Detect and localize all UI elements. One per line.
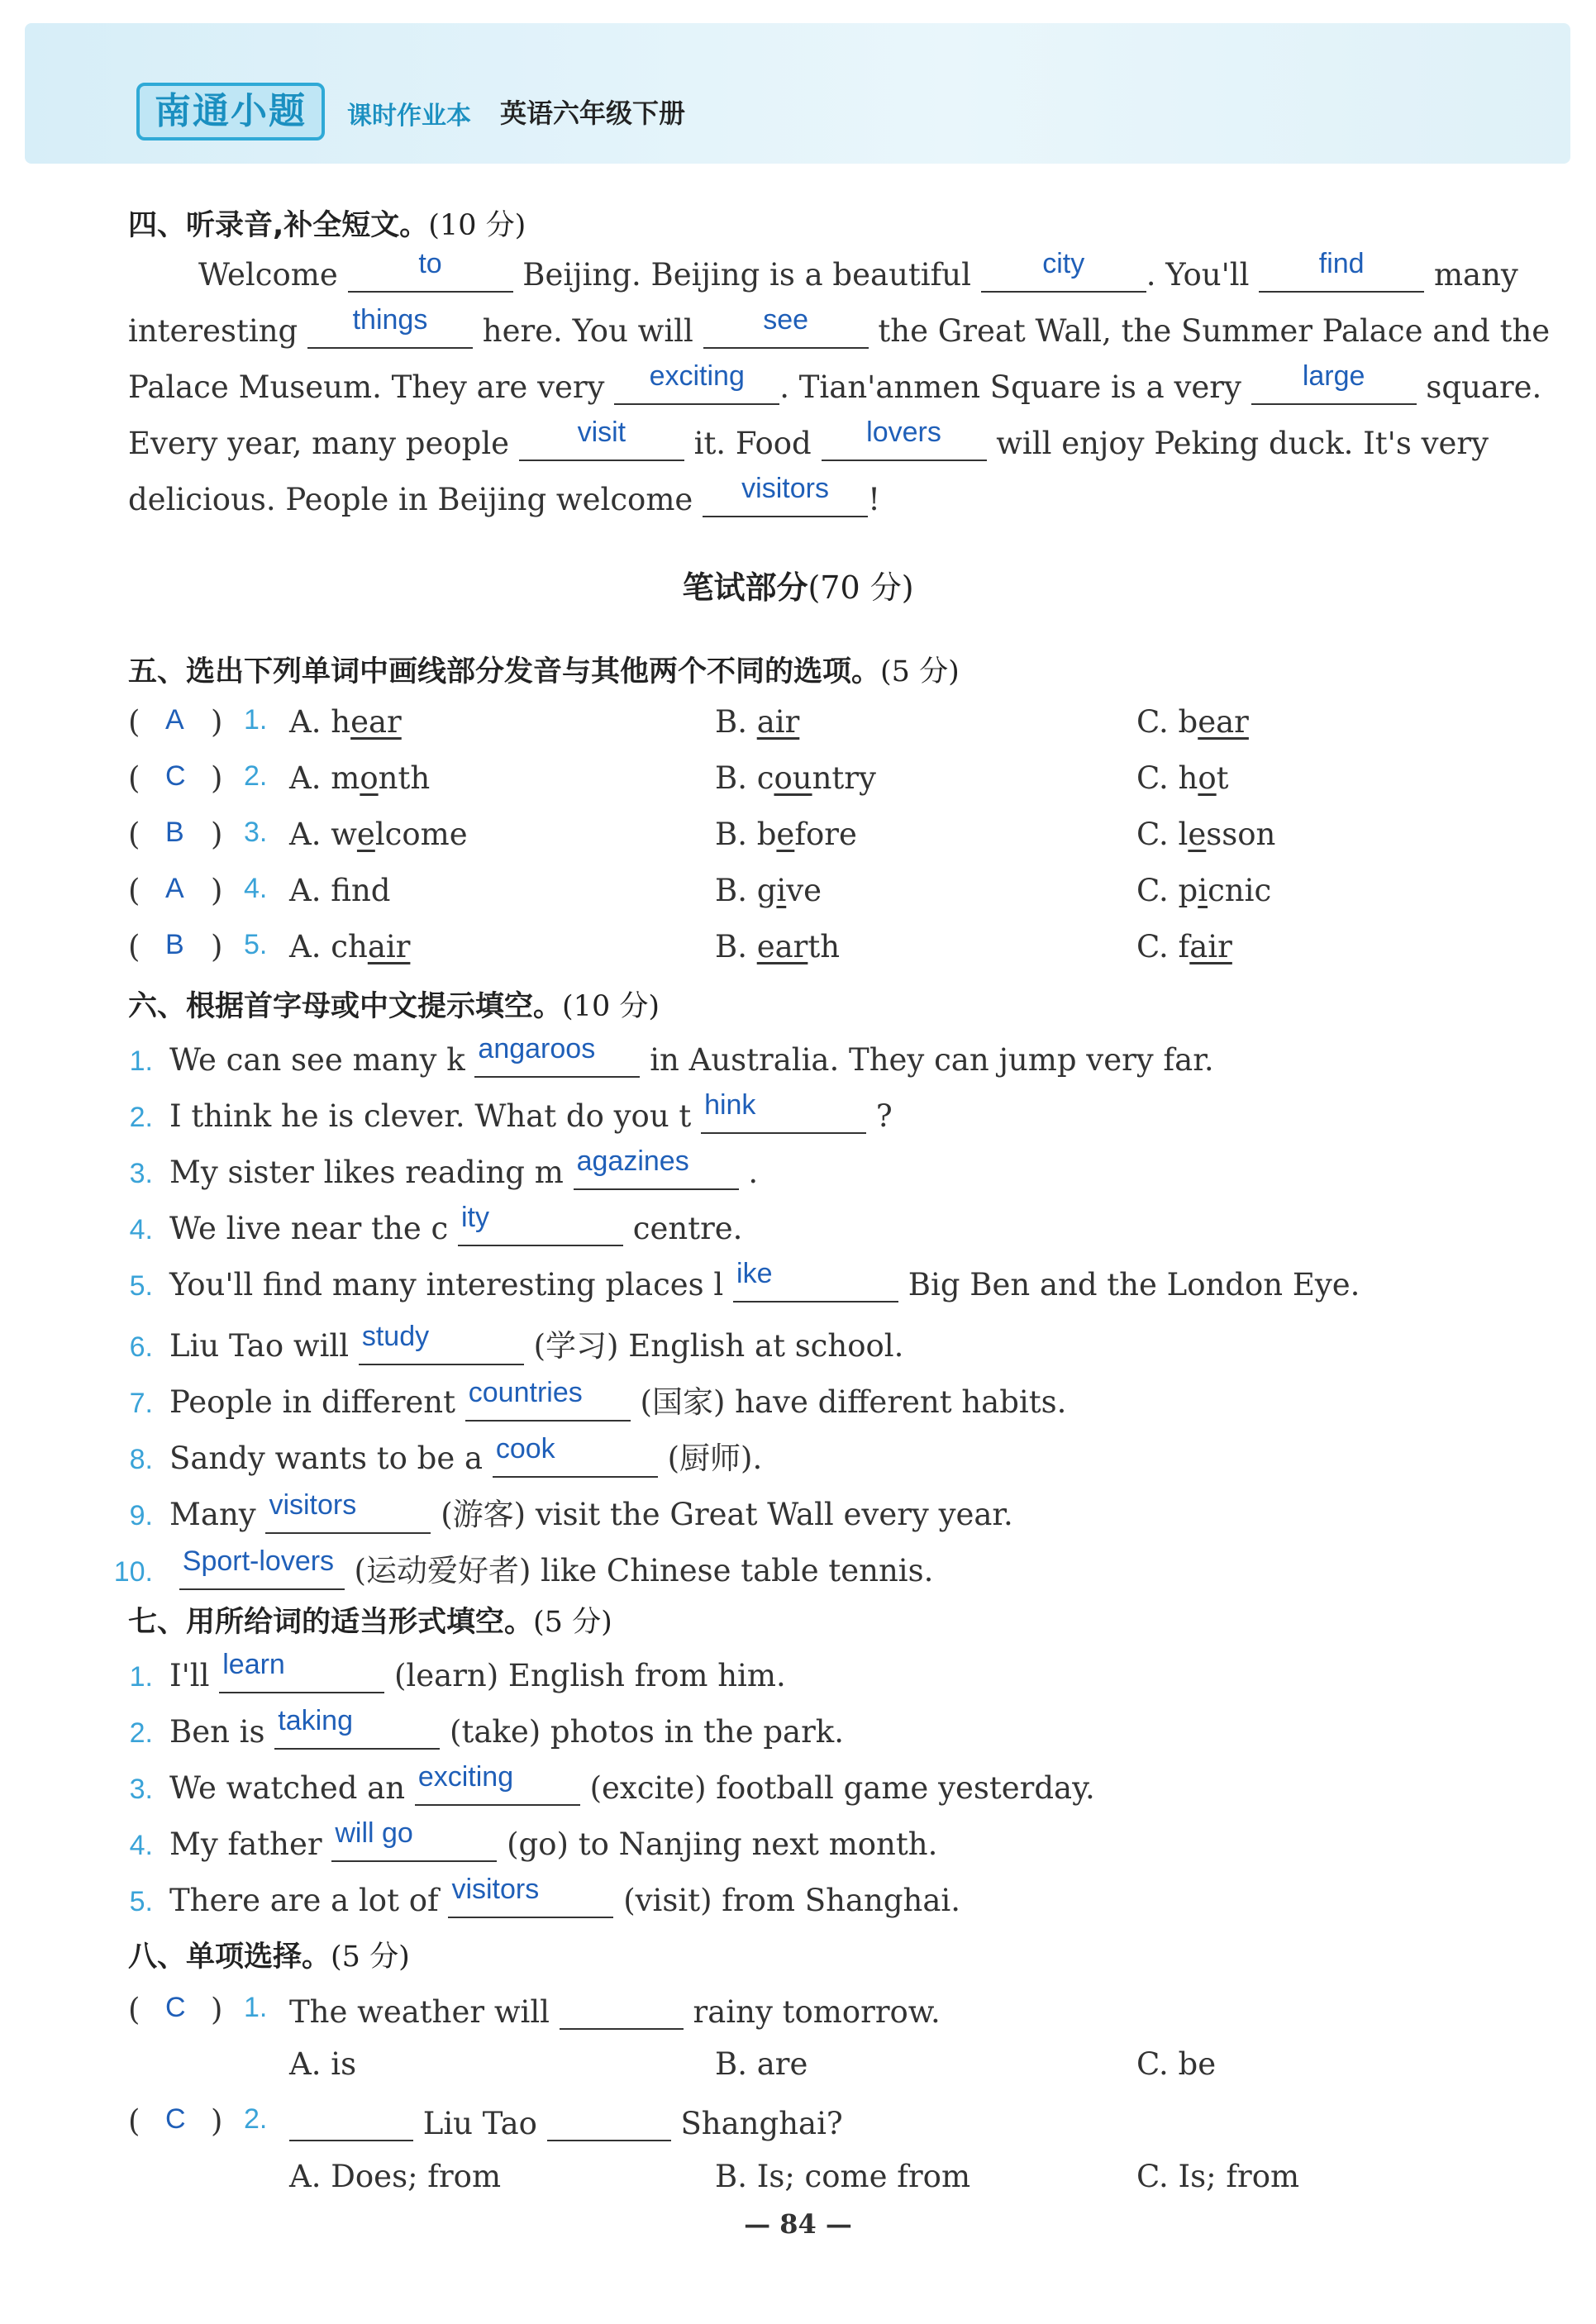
fill-item [95, 1874, 961, 1918]
question-text: We can see many k [169, 1042, 465, 1078]
question-text: People in different [169, 1384, 455, 1420]
option-a[interactable]: A. welcome [289, 817, 468, 852]
answer-choice[interactable]: A [165, 704, 184, 736]
answer-choice[interactable]: C [165, 1992, 186, 2023]
paren-open: ( [128, 873, 141, 908]
question-number: 1. [244, 1992, 268, 2023]
fill-item [95, 1545, 933, 1590]
pronunciation-item [128, 760, 1533, 802]
answer-choice[interactable]: C [165, 760, 186, 792]
question-number: 3. [129, 1158, 153, 1189]
answer-blank[interactable]: hink [701, 1096, 866, 1134]
question-number: 5. [244, 929, 268, 960]
fill-item [95, 1433, 762, 1478]
option-a[interactable]: A. month [289, 760, 431, 796]
option-b[interactable]: B. Is; come from [715, 2159, 971, 2194]
option-c[interactable]: C. bear [1136, 704, 1249, 740]
question-text: (excite) football game yesterday. [589, 1770, 1095, 1806]
answer-choice[interactable]: B [165, 817, 184, 848]
question-text: (游客) visit the Great Wall every year. [441, 1497, 1013, 1532]
answer-blank[interactable] [560, 1992, 684, 2030]
answer-blank[interactable]: things [307, 311, 473, 349]
fill-item [95, 1761, 1095, 1806]
question-text: Liu Tao will [169, 1328, 350, 1364]
fill-item [95, 1377, 1066, 1422]
section5-title: 五、选出下列单词中画线部分发音与其他两个不同的选项。(5 分) [128, 655, 960, 688]
question-text: Sandy wants to be a [169, 1441, 484, 1476]
option-c[interactable]: C. picnic [1136, 873, 1272, 908]
option-b[interactable]: B. are [715, 2046, 808, 2082]
option-a[interactable]: A. is [289, 2046, 357, 2082]
option-a[interactable]: A. fnd [289, 873, 391, 908]
question-text: (厨师). [667, 1441, 763, 1476]
answer-blank[interactable]: exciting [415, 1768, 580, 1806]
question-number: 4. [244, 873, 268, 904]
question-text: (go) to Nanjing next month. [507, 1826, 938, 1862]
question-text: Liu Tao Shanghai? [289, 2103, 843, 2141]
question-text: The weather will rainy tomorrow. [289, 1992, 941, 2030]
option-c[interactable]: C. be [1136, 2046, 1217, 2082]
question-number: 1. [129, 1661, 153, 1693]
option-c[interactable]: C. Is; from [1136, 2159, 1300, 2194]
question-number: 6. [129, 1331, 153, 1363]
mc-options-1 [128, 2046, 1533, 2088]
option-b[interactable]: B. earth [715, 929, 841, 964]
mc-question-2: ( C ) 2. Liu Tao Shanghai? [128, 2103, 843, 2141]
answer-blank[interactable]: countries [465, 1383, 631, 1422]
answer-choice[interactable]: B [165, 929, 184, 960]
paren-open: ( [128, 817, 141, 852]
question-text: (运动爱好者) like Chinese table tennis. [354, 1553, 934, 1588]
question-number: 5. [129, 1886, 153, 1917]
question-text: in Australia. They can jump very far. [650, 1042, 1214, 1078]
question-number: 5. [129, 1270, 153, 1302]
paren-close: ) [211, 873, 223, 908]
section6-title: 六、根据首字母或中文提示填空。(10 分) [128, 990, 660, 1023]
option-c[interactable]: C. fair [1136, 929, 1232, 964]
answer-blank[interactable]: large [1251, 367, 1417, 405]
question-number: 9. [129, 1500, 153, 1531]
paren-open: ( [128, 760, 141, 796]
answer-blank[interactable]: taking [274, 1712, 440, 1750]
answer-blank[interactable]: city [981, 255, 1146, 293]
mc-options-2 [128, 2159, 1533, 2200]
question-text: . [748, 1155, 759, 1190]
pronunciation-item [128, 817, 1533, 858]
written-part-title: 笔试部分(70 分) [682, 569, 914, 606]
question-text: There are a lot of [169, 1883, 439, 1918]
question-text: (国家) have different habits. [640, 1384, 1067, 1420]
fill-item [95, 1321, 903, 1365]
answer-blank[interactable]: lovers [822, 423, 987, 461]
series-logo: 南通小题 [136, 83, 325, 140]
paren-close: ) [211, 704, 223, 740]
answer-blank[interactable]: see [703, 311, 869, 349]
question-text: My sister likes reading m [169, 1155, 564, 1190]
pronunciation-item [128, 873, 1533, 914]
paren-open: ( [128, 704, 141, 740]
question-number: 1. [244, 704, 268, 736]
question-text: centre. [632, 1211, 743, 1246]
question-text: (学习) English at school. [533, 1328, 904, 1364]
question-number: 2. [129, 1102, 153, 1133]
question-number: 4. [129, 1830, 153, 1861]
fill-item [95, 1489, 1013, 1534]
answer-blank[interactable]: find [1259, 255, 1424, 293]
page-number: — 84 — [744, 2208, 852, 2240]
option-c[interactable]: C. lesson [1136, 817, 1276, 852]
question-text: Many [169, 1497, 256, 1532]
series-name: 课时作业本 [347, 102, 471, 131]
answer-blank[interactable]: ike [733, 1264, 898, 1302]
pronunciation-item [128, 704, 1533, 745]
passage-line-1: Welcome to Beijing. Beijing is a beautiful city . You'll find many [198, 248, 1518, 293]
book-title: 英语六年级下册 [500, 98, 686, 129]
answer-choice[interactable]: C [165, 2103, 186, 2135]
question-number: 4. [129, 1214, 153, 1245]
question-number: 2. [244, 760, 268, 792]
question-text: I think he is clever. What do you t [169, 1098, 692, 1134]
answer-blank[interactable]: visitors [703, 479, 868, 517]
answer-blank[interactable]: to [348, 255, 513, 293]
question-text: Ben is [169, 1714, 265, 1750]
answer-blank[interactable]: angaroos [474, 1040, 640, 1078]
option-a[interactable]: A. hear [289, 704, 402, 740]
question-text: (visit) from Shanghai. [623, 1883, 961, 1918]
option-b[interactable]: B. air [715, 704, 800, 740]
question-text: (take) photos in the park. [450, 1714, 844, 1750]
answer-blank[interactable]: visitors [448, 1880, 613, 1918]
question-text: (learn) English from him. [394, 1658, 786, 1693]
paren-close: ) [211, 760, 223, 796]
fill-item [95, 1089, 893, 1134]
question-text: ? [875, 1098, 893, 1134]
mc-question-1: ( C ) 1. The weather will rainy tomorrow. [128, 1992, 941, 2030]
fill-item [95, 1258, 1360, 1302]
fill-item [95, 1145, 759, 1190]
option-a[interactable]: A. chair [289, 929, 411, 964]
paren-close: ) [211, 817, 223, 852]
option-b[interactable]: B. before [715, 817, 857, 852]
question-text: My father [169, 1826, 322, 1862]
section8-title: 八、单项选择。(5 分) [128, 1941, 410, 1974]
answer-blank[interactable]: will go [331, 1824, 497, 1862]
question-text: I'll [169, 1658, 210, 1693]
pronunciation-item [128, 929, 1533, 970]
answer-blank[interactable]: cook [493, 1440, 658, 1478]
question-text: We live near the c [169, 1211, 449, 1246]
question-number: 2. [244, 2103, 268, 2135]
option-a[interactable]: A. Does; from [289, 2159, 502, 2194]
answer-choice[interactable]: A [165, 873, 184, 904]
question-number: 3. [129, 1774, 153, 1805]
option-b[interactable]: B. give [715, 873, 822, 908]
question-text: Big Ben and the London Eye. [908, 1267, 1360, 1302]
option-b[interactable]: B. country [715, 760, 876, 796]
question-number: 2. [129, 1717, 153, 1749]
question-number: 8. [129, 1444, 153, 1475]
answer-blank[interactable]: exciting [614, 367, 779, 405]
answer-blank[interactable]: learn [219, 1655, 384, 1693]
question-text: You'll find many interesting places l [169, 1267, 724, 1302]
passage-line-2: interesting things here. You will see the Great Wall, the Summer Palace and the [128, 304, 1551, 349]
answer-blank[interactable]: study [359, 1327, 524, 1365]
paren-open: ( [128, 929, 141, 964]
passage-line-3: Palace Museum. They are very exciting . Tian'anmen Square is a very large square. [128, 360, 1542, 405]
fill-item [95, 1033, 1214, 1078]
answer-blank[interactable]: visit [519, 423, 684, 461]
fill-item [95, 1705, 844, 1750]
answer-blank[interactable]: agazines [574, 1152, 739, 1190]
section4-title: 四、听录音,补全短文。(10 分) [128, 209, 526, 242]
question-number: 7. [129, 1388, 153, 1419]
fill-item [95, 1817, 938, 1862]
answer-blank[interactable] [547, 2103, 671, 2141]
fill-item [95, 1649, 786, 1693]
section7-title: 七、用所给词的适当形式填空。(5 分) [128, 1606, 612, 1639]
answer-blank[interactable]: ity [458, 1208, 623, 1246]
question-number: 3. [244, 817, 268, 848]
fill-item [95, 1202, 743, 1246]
question-text: We watched an [169, 1770, 406, 1806]
option-c[interactable]: C. hot [1136, 760, 1229, 796]
question-number: 10. [113, 1556, 153, 1588]
paren-close: ) [211, 929, 223, 964]
passage-line-5: delicious. People in Beijing welcome visitors ! [128, 473, 880, 517]
question-number: 1. [129, 1045, 153, 1077]
answer-blank[interactable]: Sport-lovers [179, 1552, 345, 1590]
answer-blank[interactable] [289, 2103, 413, 2141]
answer-blank[interactable]: visitors [265, 1496, 431, 1534]
passage-line-4: Every year, many people visit it. Food lovers will enjoy Peking duck. It's very [128, 417, 1489, 461]
